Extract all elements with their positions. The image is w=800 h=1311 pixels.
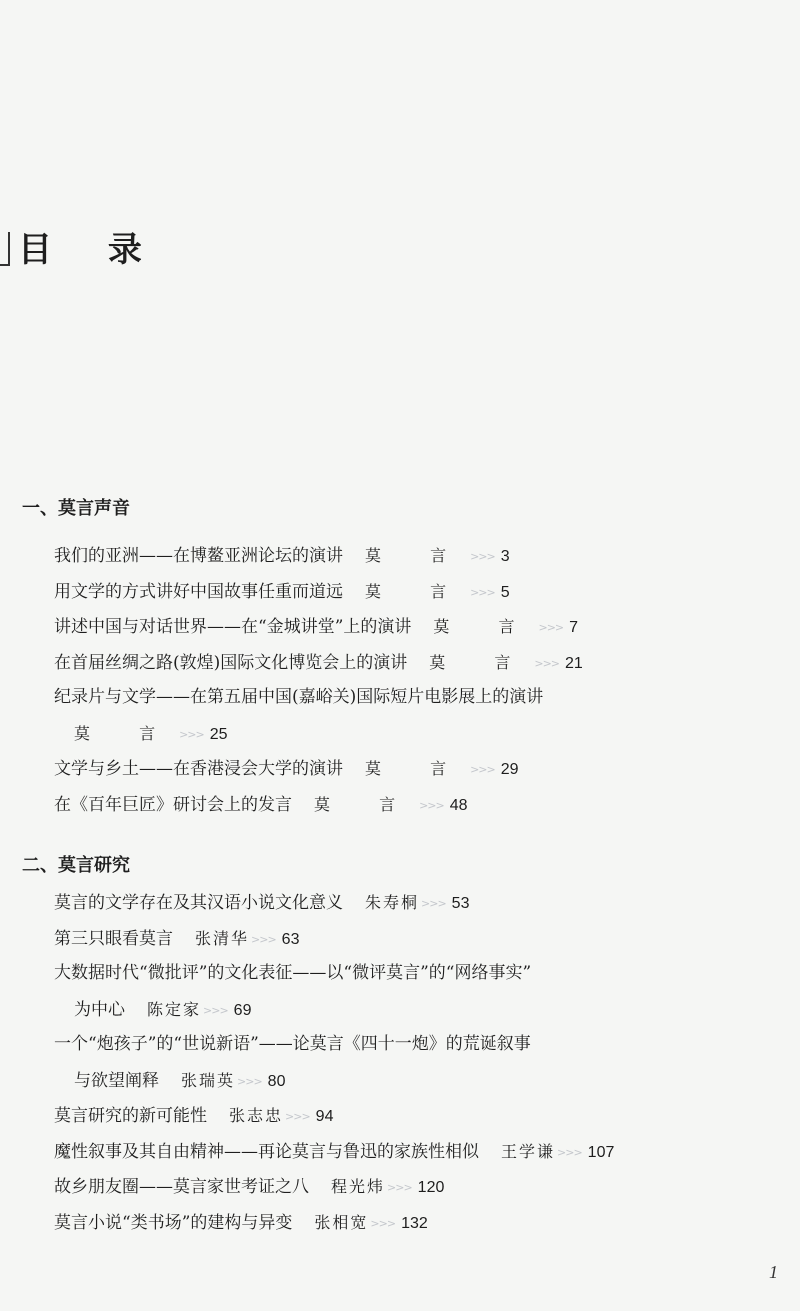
entry-title: 文学与乡土——在香港浸会大学的演讲 — [54, 759, 343, 779]
entry-title: 为中心 — [74, 999, 125, 1020]
section-heading: 一、莫言声音 — [22, 498, 130, 519]
entry-page: 132 — [401, 1214, 428, 1232]
entry-page: 7 — [569, 619, 579, 636]
toc-entry-continuation[interactable] — [22, 716, 583, 752]
entry-author: 莫 言 — [365, 581, 469, 601]
toc-entry[interactable] — [22, 751, 583, 787]
entry-author: 莫 言 — [433, 617, 537, 636]
toc-entry[interactable] — [22, 1134, 614, 1170]
entry-title: 讲述中国与对话世界——在“金城讲堂”上的演讲 — [54, 617, 412, 637]
entry-author: 张瑞英 — [181, 1070, 236, 1090]
toc-entry-continuation[interactable] — [22, 992, 614, 1028]
entry-title: 在首届丝绸之路(敦煌)国际文化博览会上的演讲 — [54, 652, 408, 673]
toc-entry-continuation[interactable] — [22, 1063, 614, 1099]
entry-page: 5 — [500, 583, 510, 601]
chevrons-icon: >>> — [179, 727, 204, 741]
toc-entry[interactable] — [22, 1205, 614, 1241]
entry-author: 莫 言 — [365, 546, 469, 565]
entry-author: 莫 言 — [314, 794, 418, 814]
section-2 — [22, 851, 614, 1240]
entry-page: 120 — [417, 1179, 445, 1196]
entry-page: 63 — [281, 930, 300, 948]
page-number: 1 — [769, 1262, 778, 1282]
entry-author: 莫 言 — [365, 759, 469, 778]
entry-title: 一个“炮孩子”的“世说新语”——论莫言《四十一炮》的荒诞叙事 — [54, 1034, 531, 1054]
toc-entry[interactable] — [22, 956, 614, 992]
entry-author: 陈定家 — [147, 999, 202, 1019]
entry-title: 纪录片与文学——在第五届中国(嘉峪关)国际短片电影展上的演讲 — [54, 687, 544, 707]
entry-title: 大数据时代“微批评”的文化表征——以“微评莫言”的“网络事实” — [54, 963, 532, 983]
section-heading: 二、莫言研究 — [22, 855, 130, 876]
toc-entry[interactable] — [22, 787, 583, 823]
entry-title: 故乡朋友圈——莫言家世考证之八 — [54, 1177, 309, 1197]
chevrons-icon: >>> — [370, 1216, 396, 1230]
toc-entry[interactable] — [22, 645, 583, 681]
chevrons-icon: >>> — [237, 1074, 262, 1088]
entry-title: 莫言研究的新可能性 — [54, 1106, 207, 1126]
chevrons-icon: >>> — [387, 1181, 412, 1194]
toc-entry[interactable] — [22, 885, 614, 921]
entry-page: 53 — [451, 895, 470, 912]
entry-title: 莫言小说“类书场”的建构与异变 — [54, 1212, 293, 1233]
entry-page: 69 — [233, 1001, 252, 1019]
chevrons-icon: >>> — [470, 763, 495, 776]
chevrons-icon: >>> — [557, 1145, 582, 1159]
entry-author: 张相宽 — [314, 1212, 369, 1232]
toc-title: 目 录 — [18, 230, 164, 270]
entry-title: 我们的亚洲——在博鳌亚洲论坛的演讲 — [54, 546, 343, 566]
entry-page: 94 — [315, 1108, 334, 1125]
toc-entry[interactable] — [22, 609, 583, 645]
toc-entry[interactable] — [22, 1027, 614, 1063]
entry-title: 莫言的文学存在及其汉语小说文化意义 — [54, 893, 343, 913]
toc-entry[interactable] — [22, 538, 583, 574]
entry-page: 21 — [565, 654, 583, 672]
chevrons-icon: >>> — [419, 798, 444, 812]
entry-author: 莫 言 — [429, 652, 533, 672]
entry-author: 朱寿桐 — [365, 893, 420, 912]
entry-page: 48 — [449, 796, 468, 814]
chevrons-icon: >>> — [203, 1003, 228, 1017]
toc-entry[interactable] — [22, 680, 583, 716]
entry-title: 用文学的方式讲好中国故事任重而道远 — [54, 581, 343, 602]
toc-entry[interactable] — [22, 1098, 614, 1134]
entry-author: 张清华 — [195, 928, 250, 948]
toc-entry[interactable] — [22, 1169, 614, 1205]
entry-title: 魔性叙事及其自由精神——再论莫言与鲁迅的家族性相似 — [54, 1141, 479, 1162]
entry-page: 25 — [209, 725, 228, 743]
chevrons-icon: >>> — [285, 1110, 310, 1123]
entry-author: 莫 言 — [74, 723, 178, 743]
toc-entry[interactable] — [22, 921, 614, 957]
chevrons-icon: >>> — [421, 897, 446, 910]
chevrons-icon: >>> — [251, 932, 276, 946]
entry-author: 张志忠 — [229, 1106, 284, 1125]
title-corner-mark — [0, 232, 10, 266]
entry-author: 程光炜 — [331, 1177, 386, 1196]
entry-title: 第三只眼看莫言 — [54, 928, 173, 949]
section-1 — [22, 494, 583, 822]
chevrons-icon: >>> — [538, 621, 564, 634]
entry-page: 29 — [500, 761, 519, 778]
entry-title: 在《百年巨匠》研讨会上的发言 — [54, 794, 292, 815]
entry-title: 与欲望阐释 — [74, 1070, 159, 1091]
entry-page: 3 — [500, 548, 510, 565]
toc-entry[interactable] — [22, 574, 583, 610]
chevrons-icon: >>> — [470, 550, 495, 563]
chevrons-icon: >>> — [534, 656, 560, 670]
entry-page: 80 — [267, 1072, 286, 1090]
entry-page: 107 — [587, 1143, 615, 1161]
entry-author: 王学谦 — [501, 1141, 556, 1161]
chevrons-icon: >>> — [470, 585, 495, 599]
